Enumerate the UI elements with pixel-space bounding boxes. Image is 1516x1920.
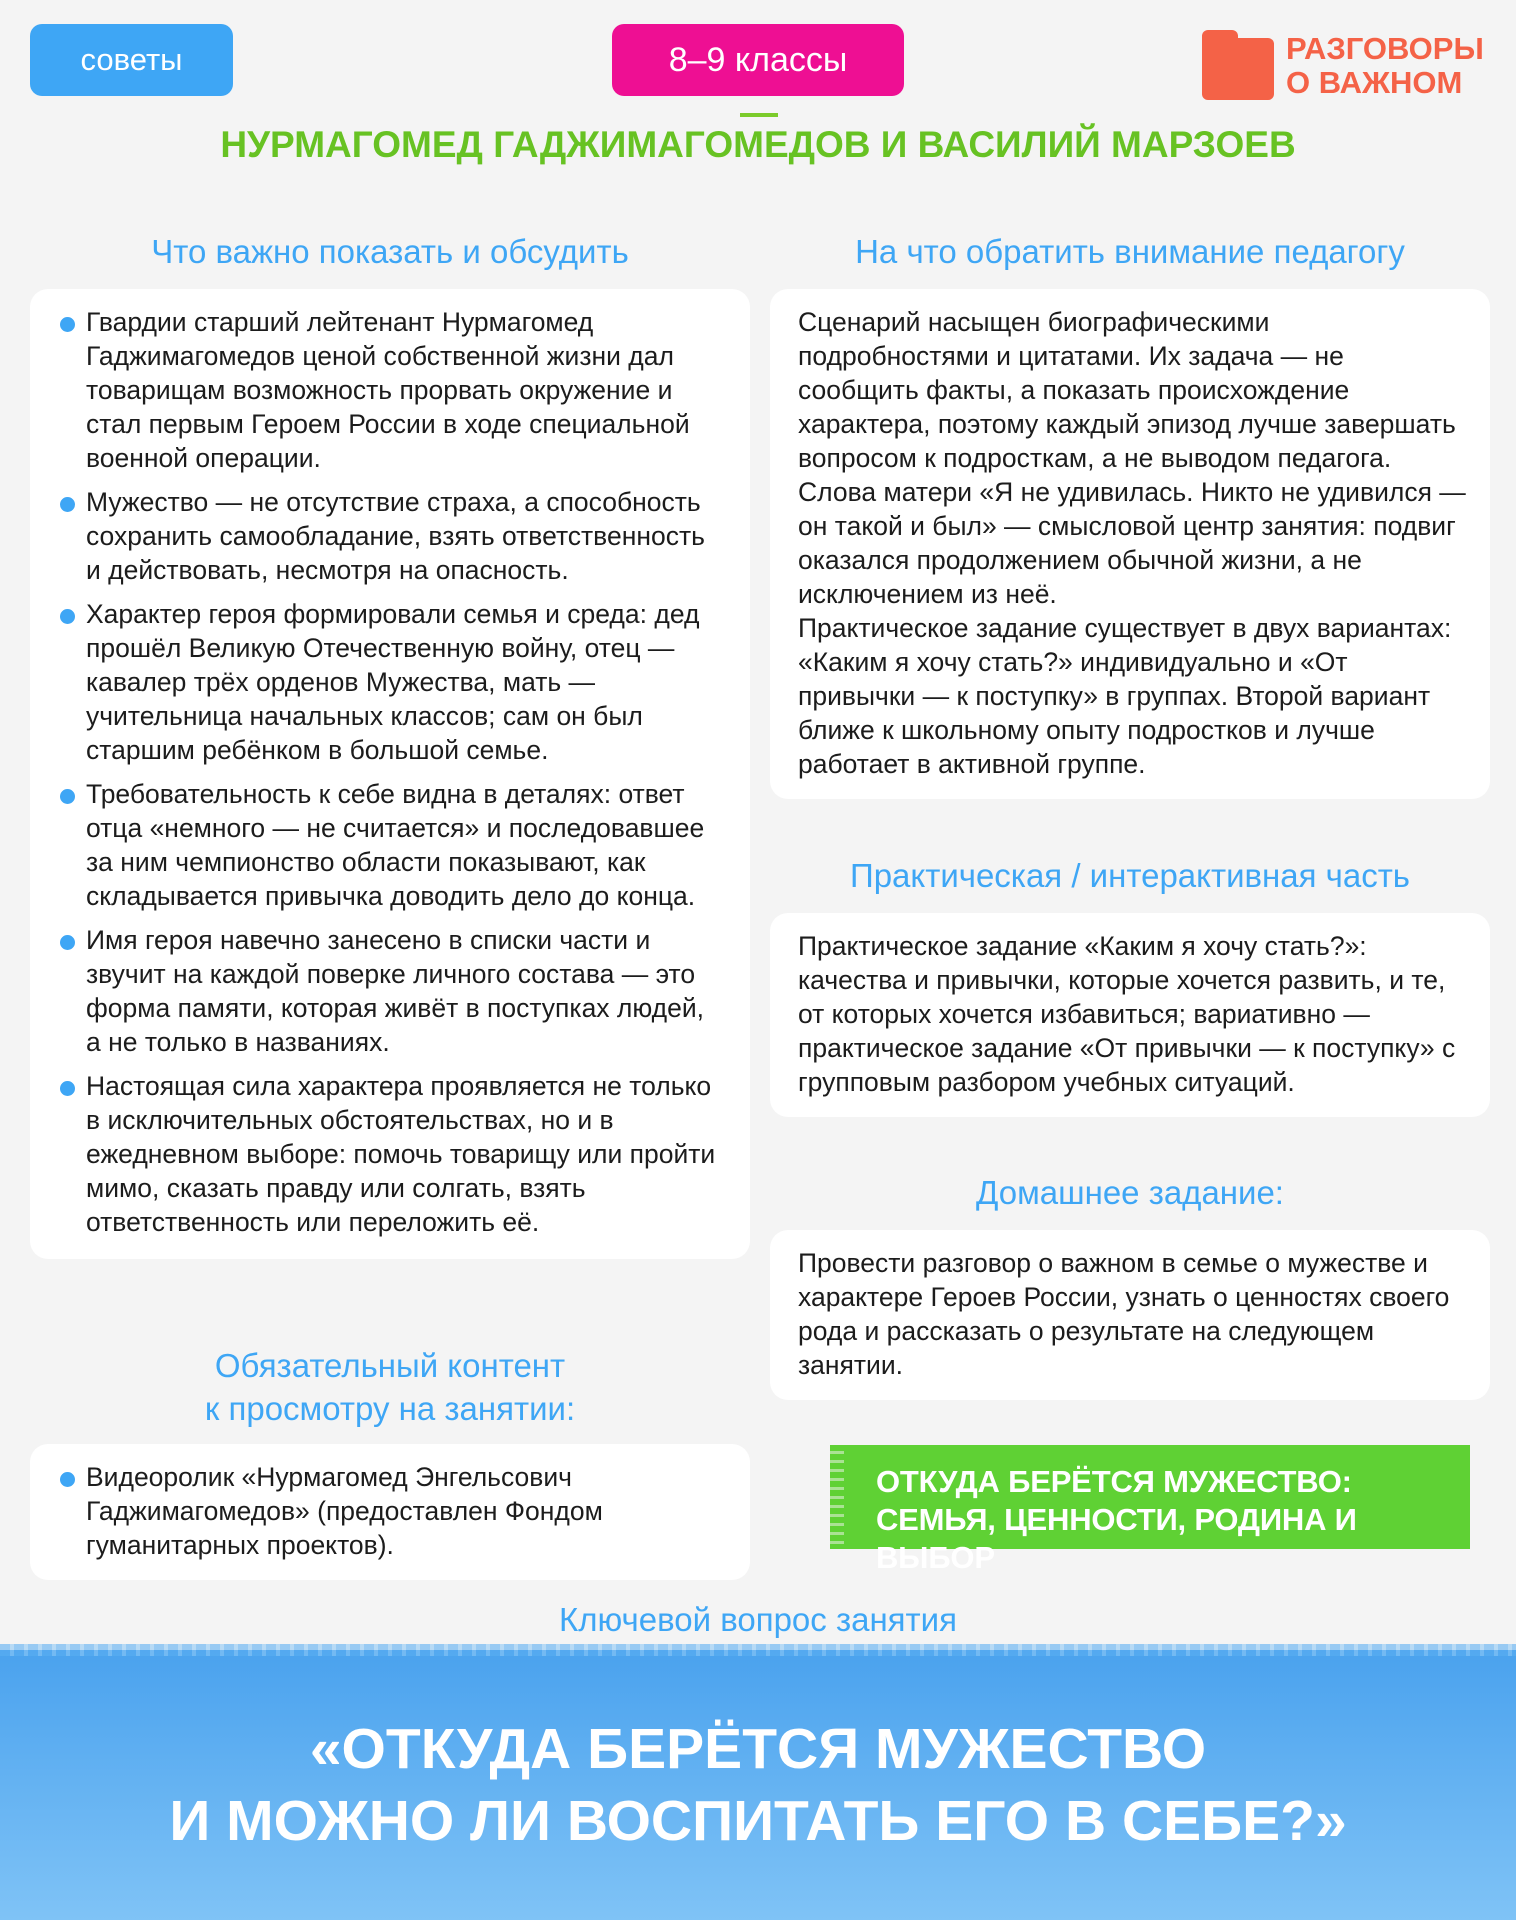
content-card	[30, 1444, 750, 1580]
list-item	[30, 1069, 726, 1239]
homework-heading: Домашнее задание:	[976, 1174, 1284, 1211]
practice-heading: Практическая / интерактивная часть	[849, 857, 1411, 894]
list-item	[30, 923, 726, 1059]
topic-banner-text: ОТКУДА БЕРЁТСЯ МУЖЕСТВО: СЕМЬЯ, ЦЕННОСТИ, РОДИНА И ВЫБОР	[876, 1464, 1357, 1575]
list-item	[30, 597, 726, 767]
content-list	[30, 1460, 726, 1562]
list-item	[30, 1460, 726, 1562]
bullet-icon	[60, 789, 75, 804]
bullet-icon	[60, 1081, 75, 1096]
discuss-heading: Что важно показать и обсудить	[151, 233, 629, 270]
key-question	[0, 1713, 1516, 1857]
note-paragraph: Слова матери «Я не удивилась. Никто не удивился — он такой и был» — смысловой центр занятия: подвиг оказался продолжением обычной жизни, а не исключением из неё.	[798, 477, 1466, 609]
list-item-text: Требовательность к себе видна в деталях: ответ отца «немного — не считается» и последовавшее за ним чемпионство области показывают, как складывается привычка доводить дело до конца.	[86, 779, 705, 911]
practice-card	[770, 913, 1490, 1117]
note-paragraph: Сценарий насыщен биографическими подробностями и цитатами. Их задача — не сообщить факты, а показать происхождение характера, поэтому каждый эпизод лучше завершать вопросом к подросткам, а не выводом педагога.	[798, 307, 1456, 473]
list-item	[30, 485, 726, 587]
key-question-line-2: И МОЖНО ЛИ ВОСПИТАТЬ ЕГО В СЕБЕ?»	[169, 1789, 1347, 1853]
homework-text: Провести разговор о важном в семье о мужестве и характере Героев России, узнать о ценностях своего рода и рассказать о результате на следующем занятии.	[798, 1248, 1450, 1380]
title-dash	[740, 113, 778, 117]
bullet-icon	[60, 1472, 75, 1487]
list-item	[30, 777, 726, 913]
grade-badge: 8–9 классы	[612, 24, 904, 96]
logo-line-2: О ВАЖНОМ	[1286, 65, 1463, 100]
content-heading-line-1: Обязательный контент	[214, 1347, 566, 1384]
bullet-icon	[60, 317, 75, 332]
teacher-note-card	[770, 289, 1490, 799]
tips-badge: советы	[30, 24, 233, 96]
logo	[1202, 28, 1492, 102]
discuss-card	[30, 289, 750, 1259]
list-item-text: Настоящая сила характера проявляется не только в исключительных обстоятельствах, но и в ежедневном выборе: помочь товарищу или пройти мимо, сказать правду или солгать, взять ответственность или переложить её.	[86, 1071, 716, 1237]
page-title: НУРМАГОМЕД ГАДЖИМАГОМЕДОВ И ВАСИЛИЙ МАРЗОЕВ	[220, 124, 1296, 165]
logo-line-1: РАЗГОВОРЫ	[1286, 31, 1484, 66]
list-item	[30, 305, 726, 475]
list-item-text: Имя героя навечно занесено в списки части и звучит на каждой поверке личного состава — это форма памяти, которая живёт в поступках людей, а не только в названиях.	[86, 925, 705, 1057]
list-item-text: Гвардии старший лейтенант Нурмагомед Гаджимагомедов ценой собственной жизни дал товарищам возможность прорвать окружение и стал первым Героем России в ходе специальной военной операции.	[86, 307, 690, 473]
homework-card	[770, 1230, 1490, 1400]
key-question-heading: Ключевой вопрос занятия	[559, 1601, 957, 1638]
bullet-icon	[60, 609, 75, 624]
list-item-text: Мужество — не отсутствие страха, а способность сохранить самообладание, взять ответственность и действовать, несмотря на опасность.	[86, 487, 705, 585]
content-heading	[30, 1344, 750, 1430]
teacher-note-heading: На что обратить внимание педагогу	[855, 233, 1405, 270]
list-item-text: Видеоролик «Нурмагомед Энгельсович Гаджимагомедов» (предоставлен Фондом гуманитарных проектов).	[86, 1462, 603, 1560]
list-item-text: Характер героя формировали семья и среда: дед прошёл Великую Отечественную войну, отец — кавалер трёх орденов Мужества, мать — учительница начальных классов; сам он был старшим ребёнком в большой семье.	[86, 599, 700, 765]
bullet-icon	[60, 935, 75, 950]
key-question-line-1: «ОТКУДА БЕРЁТСЯ МУЖЕСТВО	[309, 1717, 1207, 1781]
topic-banner	[830, 1445, 1470, 1575]
logo-text	[1286, 32, 1484, 100]
practice-text: Практическое задание «Каким я хочу стать?»: качества и привычки, которые хочется развить, и те, от которых хочется избавиться; вариативно — практическое задание «От привычки — к поступку» с групповым разбором учебных ситуаций.	[798, 931, 1456, 1097]
folder-icon	[1202, 30, 1274, 100]
discuss-list	[30, 305, 726, 1239]
note-paragraph: Практическое задание существует в двух вариантах: «Каким я хочу стать?» индивидуально и «От привычки — к поступку» в группах. Второй вариант ближе к школьному опыту подростков и лучше работает в активной группе.	[798, 613, 1452, 779]
bullet-icon	[60, 497, 75, 512]
content-heading-line-2: к просмотру на занятии:	[204, 1390, 576, 1427]
